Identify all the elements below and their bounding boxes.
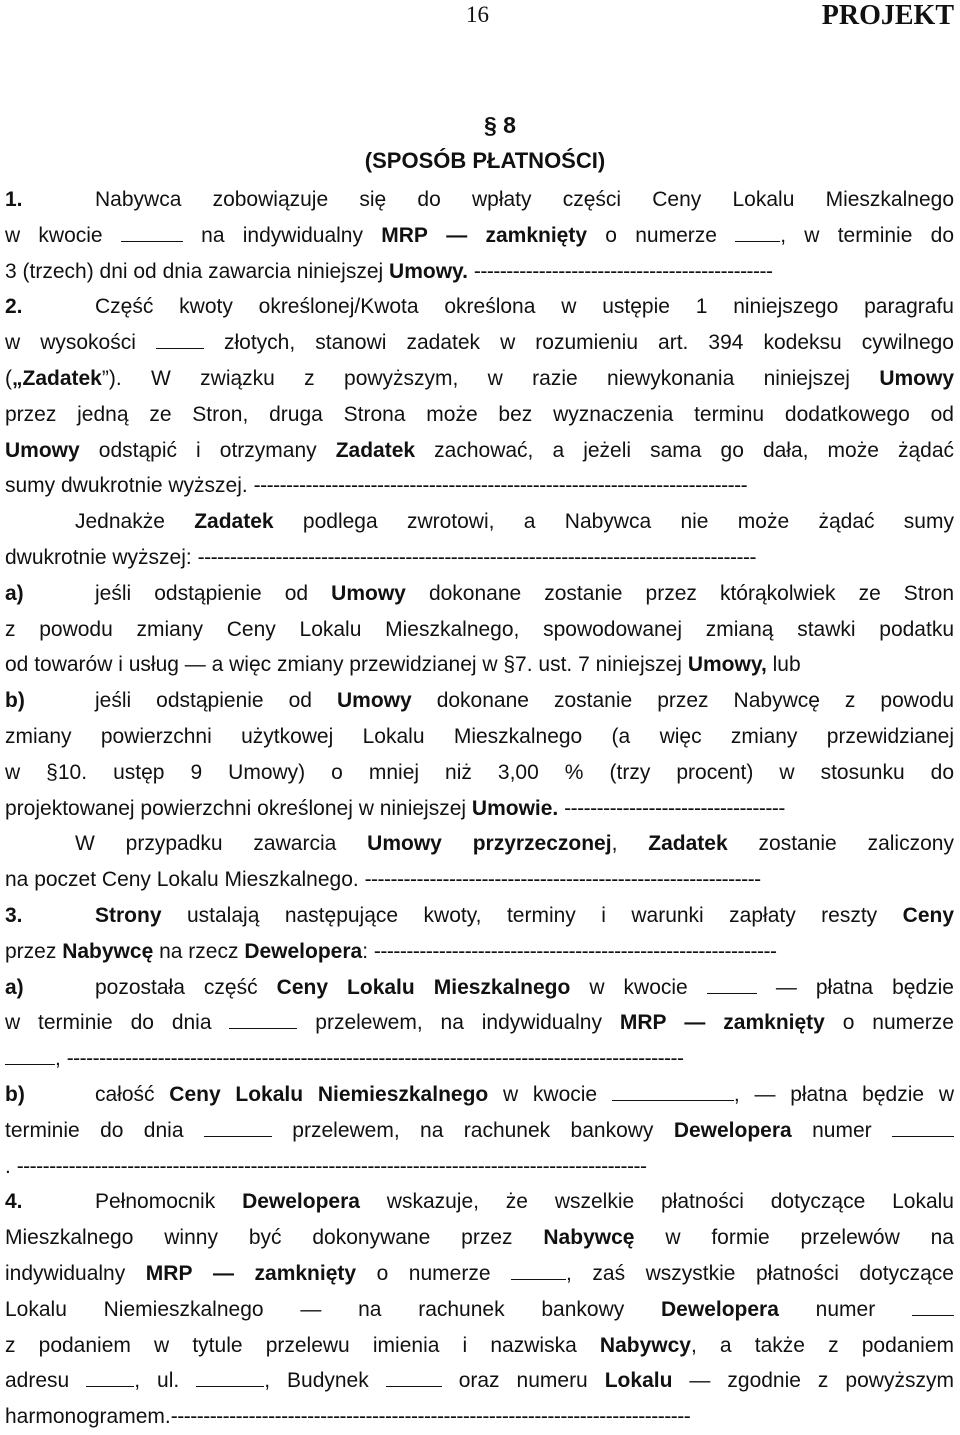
blank-date[interactable]: [229, 1010, 297, 1029]
text-line: . -------------------------------------------------------------------------------------------------: [5, 1154, 647, 1178]
point-number: 4.: [5, 1190, 23, 1214]
blank-date[interactable]: [204, 1118, 272, 1137]
text-line: harmonogramem.--------------------------------------------------------------------------------: [5, 1405, 691, 1429]
page-number: 16: [466, 2, 489, 27]
text-line: terminie do dnia przelewem, na rachunek bankowy Dewelopera numer: [5, 1113, 954, 1149]
text-line: b) jeśli odstąpienie od Umowy dokonane zostanie przez Nabywcę z powodu: [5, 683, 954, 719]
text-line: indywidualny MRP — zamknięty o numerze , zaś wszystkie płatności dotyczące: [5, 1261, 954, 1285]
point-letter: b): [5, 1082, 25, 1106]
blank-amount[interactable]: [121, 223, 183, 242]
text-line: zmiany powierzchni użytkowej Lokalu Mieszkalnego (a więc zmiany przewidzianej: [5, 724, 954, 748]
text-line: Jednakże Zadatek podlega zwrotowi, a Nabywca nie może żądać sumy: [75, 510, 954, 534]
document-body: [5, 182, 954, 1435]
text-line: 1. Nabywca zobowiązuje się do wpłaty części Ceny Lokalu Mieszkalnego: [5, 182, 954, 218]
text-line: w terminie do dnia przelewem, na indywidualny MRP — zamknięty o numerze: [5, 1011, 954, 1035]
text-line: b) całość Ceny Lokalu Niemieszkalnego w kwocie , — płatna będzie w: [5, 1077, 954, 1113]
point-number: 2.: [5, 295, 23, 319]
section-title: (SPOSÓB PŁATNOŚCI): [364, 148, 606, 173]
text-line: 3 (trzech) dni od dnia zawarcia niniejszej Umowy. ----------------------------------------------: [5, 259, 773, 283]
text-line: Lokalu Niemieszkalnego — na rachunek bankowy Dewelopera numer: [5, 1292, 954, 1328]
blank-amount[interactable]: [156, 330, 204, 349]
blank-amount[interactable]: [612, 1082, 734, 1101]
text-line: na poczet Ceny Lokalu Mieszkalnego. -------------------------------------------------------------: [5, 868, 761, 892]
text-line: z podaniem w tytule przelewu imienia i nazwiska Nabywcy, a także z podaniem: [5, 1333, 954, 1357]
text-line: projektowanej powierzchni określonej w niniejszej Umowie. ----------------------------------: [5, 796, 785, 820]
point-number: 3.: [5, 903, 23, 927]
blank-building[interactable]: [386, 1368, 442, 1387]
text-line: sumy dwukrotnie wyższej. ----------------------------------------------------------------------------: [5, 474, 748, 498]
text-line: („Zadatek”). W związku z powyższym, w razie niewykonania niniejszej Umowy: [5, 366, 954, 390]
text-line: a) pozostała część Ceny Lokalu Mieszkalnego w kwocie — płatna będzie: [5, 970, 954, 1006]
blank-amount[interactable]: [707, 975, 757, 994]
blank-account-number[interactable]: [511, 1261, 566, 1280]
text-line: przez Nabywcę na rzecz Dewelopera: --------------------------------------------------------------: [5, 939, 777, 963]
text-line: przez jedną ze Stron, druga Strona może bez wyznaczenia terminu dodatkowego od: [5, 402, 954, 426]
text-line: w §10. ustęp 9 Umowy) o mniej niż 3,00 % (trzy procent) w stosunku do: [5, 760, 954, 784]
blank-street[interactable]: [196, 1368, 264, 1387]
text-line: adresu , ul. , Budynek oraz numeru Lokalu — zgodnie z powyższym: [5, 1369, 954, 1393]
blank-account-number[interactable]: [735, 223, 780, 242]
text-line: dwukrotnie wyższej: --------------------------------------------------------------------------------------: [5, 545, 756, 569]
text-line: 2. Część kwoty określonej/Kwota określona w ustępie 1 niniejszego paragrafu: [5, 289, 954, 325]
blank-account-number[interactable]: [892, 1118, 954, 1137]
point-letter: a): [5, 975, 24, 999]
text-line: 4. Pełnomocnik Dewelopera wskazuje, że wszelkie płatności dotyczące Lokalu: [5, 1184, 954, 1220]
blank-account-number[interactable]: [5, 1046, 55, 1065]
text-line: od towarów i usług — a więc zmiany przewidzianej w §7. ust. 7 niniejszej Umowy, lub: [5, 653, 801, 677]
text-line: a) jeśli odstąpienie od Umowy dokonane zostanie przez którąkolwiek ze Stron: [5, 576, 954, 612]
text-line: z powodu zmiany Ceny Lokalu Mieszkalnego, spowodowanej zmianą stawki podatku: [5, 617, 954, 641]
text-line: Mieszkalnego winny być dokonywane przez Nabywcę w formie przelewów na: [5, 1226, 954, 1250]
point-letter: b): [5, 689, 25, 713]
text-line: 3. Strony ustalają następujące kwoty, terminy i warunki zapłaty reszty Ceny: [5, 898, 954, 934]
section-number: § 8: [484, 112, 516, 138]
blank-account-number[interactable]: [912, 1297, 954, 1316]
text-line: Umowy odstąpić i otrzymany Zadatek zachować, a jeżeli sama go dała, może żądać: [5, 438, 954, 462]
text-line: w kwocie na indywidualny MRP — zamknięty o numerze , w terminie do: [5, 223, 954, 247]
text-line: w wysokości złotych, stanowi zadatek w rozumieniu art. 394 kodeksu cywilnego: [5, 331, 954, 355]
point-number: 1.: [5, 188, 23, 211]
text-line: , -----------------------------------------------------------------------------------------------: [5, 1041, 954, 1077]
blank-city[interactable]: [86, 1368, 134, 1387]
point-letter: a): [5, 581, 24, 605]
text-line: W przypadku zawarcia Umowy przyrzeczonej, Zadatek zostanie zaliczony: [75, 832, 954, 856]
project-label: PROJEKT: [821, 0, 954, 31]
